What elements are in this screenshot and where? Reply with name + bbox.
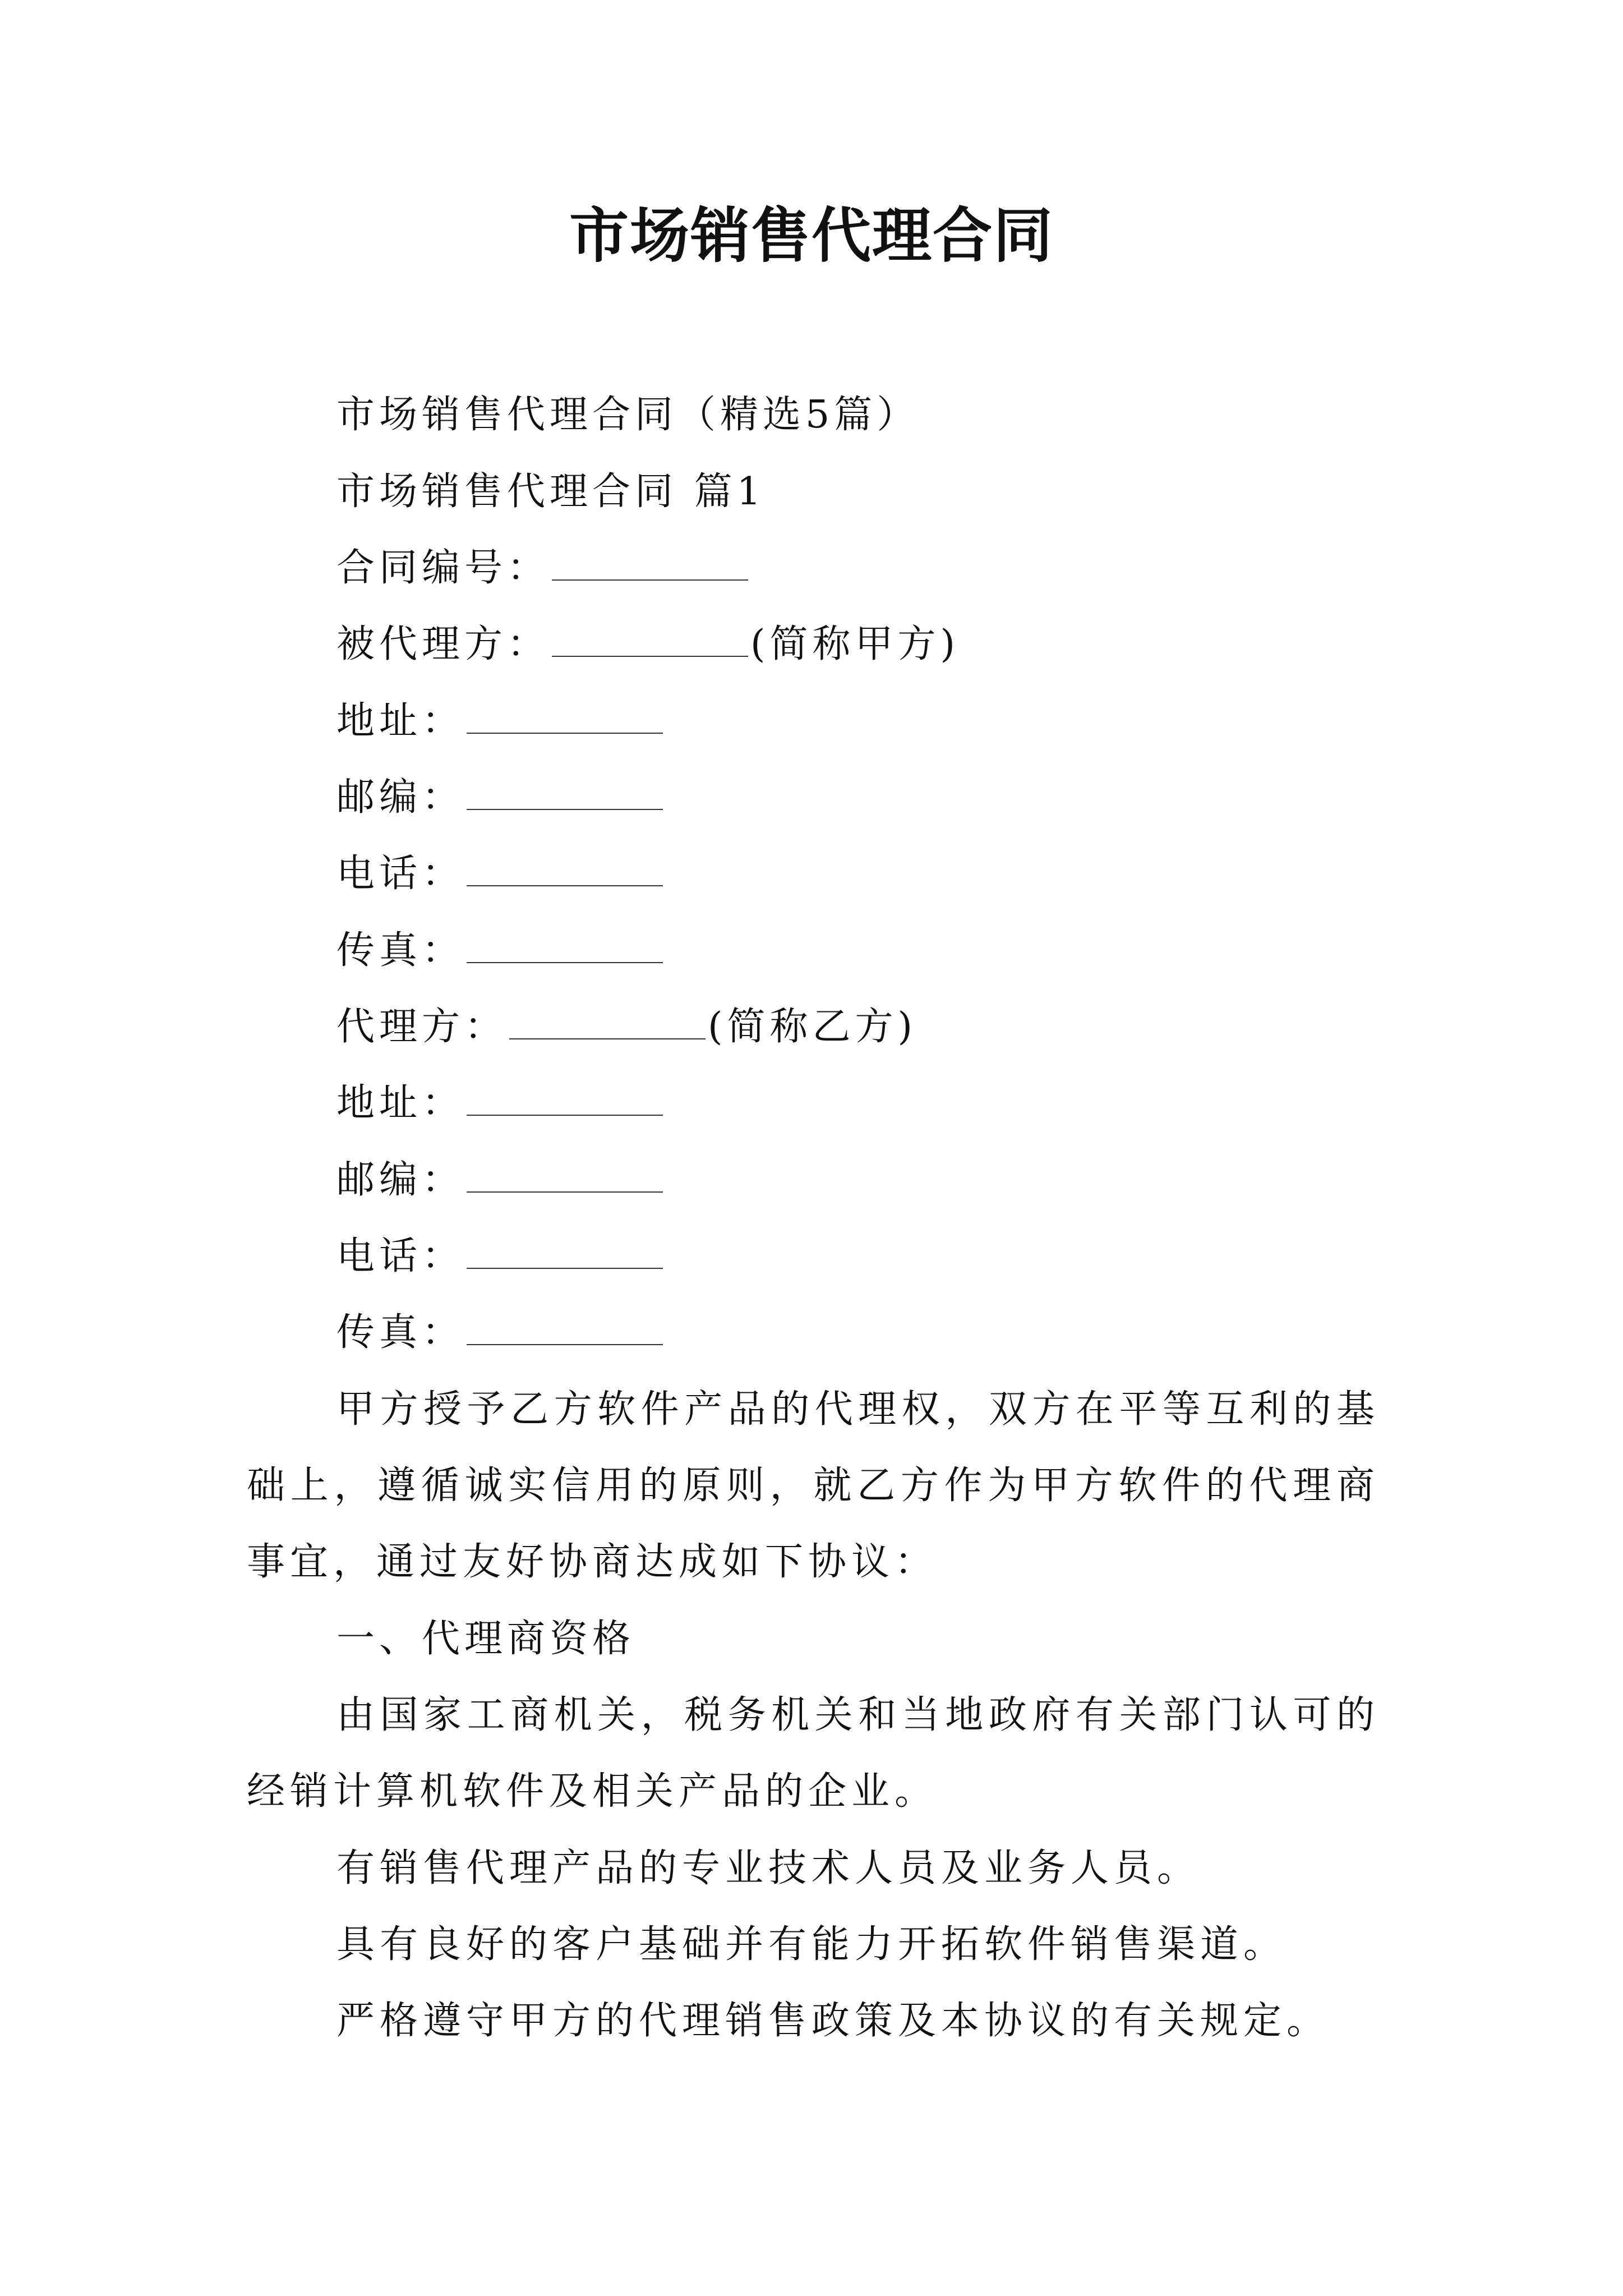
contract-number-blank [552, 542, 748, 581]
agent-blank [509, 1001, 706, 1039]
principal-blank [552, 619, 748, 657]
principal-postcode-label: 邮编： [336, 775, 465, 820]
agent-label: 代理方： [336, 1005, 508, 1049]
clause1-item-4: 严格遵守甲方的代理销售政策及本协议的有关规定。 [336, 1999, 1330, 2043]
clause1-item-1: 由国家工商机关，税务机关和当地政府有关部门认可的经销计算机软件及相关产品的企业。 [247, 1693, 1380, 1814]
principal-postcode-blank [467, 772, 663, 810]
agent-postcode-blank [467, 1154, 663, 1193]
agent-suffix: (简称乙方) [708, 1005, 917, 1049]
contract-number-row [336, 540, 750, 596]
agent-address-row [336, 1075, 665, 1131]
agent-fax-label: 传真： [336, 1310, 465, 1355]
agent-phone-blank [467, 1231, 663, 1269]
document-title: 市场销售代理合同 [569, 200, 1054, 270]
agent-postcode-label: 邮编： [336, 1158, 465, 1202]
agent-address-label: 地址： [336, 1081, 465, 1125]
principal-fax-blank [467, 925, 663, 963]
intro-paragraph: 甲方授予乙方软件产品的代理权，双方在平等互利的基础上，遵循诚实信用的原则，就乙方作为甲方软件的代理商事宜，通过友好协商达成如下协议： [247, 1387, 1380, 1584]
contract-number-label: 合同编号： [336, 546, 550, 590]
principal-fax-label: 传真： [336, 928, 465, 973]
principal-fax-row [336, 923, 665, 979]
principal-postcode-row [336, 770, 665, 826]
agent-phone-row [336, 1228, 665, 1285]
clause1-heading: 一、代理商资格 [336, 1617, 635, 1661]
agent-postcode-row [336, 1152, 665, 1208]
agent-fax-row [336, 1305, 665, 1361]
principal-row [336, 616, 960, 673]
principal-label: 被代理方： [336, 622, 550, 666]
principal-address-row [336, 693, 665, 749]
agent-fax-blank [467, 1307, 663, 1345]
principal-address-blank [467, 696, 663, 734]
agent-row [336, 999, 917, 1055]
clause1-item-3: 具有良好的客户基础并有能力开拓软件销售渠道。 [336, 1922, 1287, 1967]
principal-phone-blank [467, 848, 663, 886]
principal-phone-row [336, 846, 665, 902]
document-subtitle: 市场销售代理合同（精选5篇） [336, 393, 920, 437]
agent-address-blank [467, 1078, 663, 1116]
agent-phone-label: 电话： [336, 1234, 465, 1278]
principal-suffix: (简称甲方) [750, 622, 960, 666]
principal-phone-label: 电话： [336, 852, 465, 896]
clause1-item-2: 有销售代理产品的专业技术人员及业务人员。 [336, 1846, 1201, 1890]
principal-address-label: 地址： [336, 699, 465, 743]
section-title: 市场销售代理合同 篇1 [336, 470, 766, 514]
